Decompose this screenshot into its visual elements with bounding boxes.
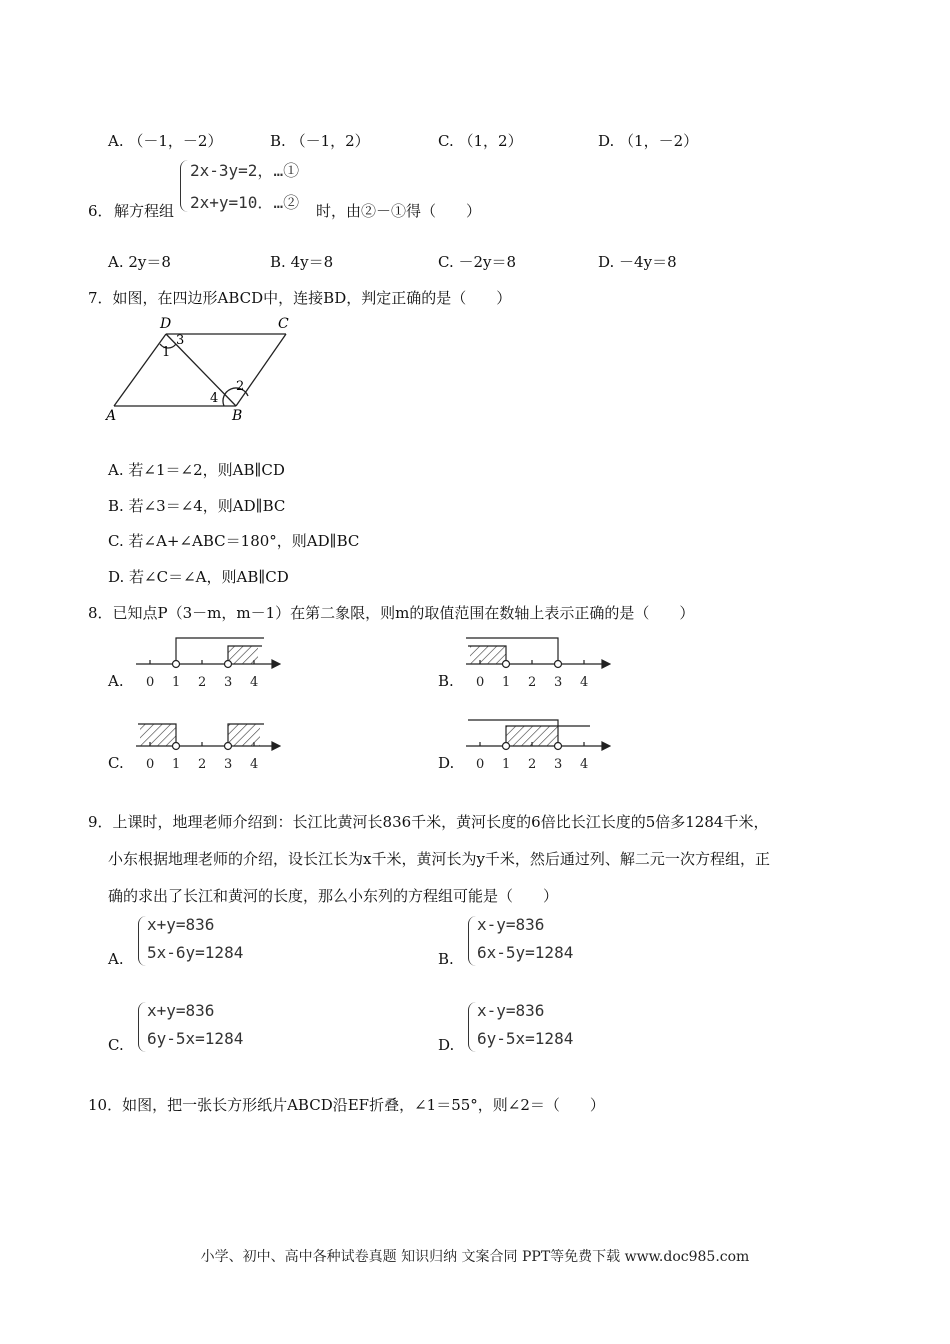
svg-text:4: 4	[250, 757, 259, 772]
angle-label-2: 2	[236, 379, 245, 394]
svg-text:0: 0	[146, 675, 155, 690]
side-cb	[236, 334, 286, 406]
q8-stem: 8．已知点P（3－m，m－1）在第二象限，则m的取值范围在数轴上表示正确的是（ ）	[88, 604, 695, 622]
q9-line-3: 确的求出了长江和黄河的长度，那么小东列的方程组可能是（ ）	[108, 887, 559, 905]
q6-option-c[interactable]: C. －2y＝8	[438, 253, 517, 271]
svg-text:1: 1	[502, 757, 511, 772]
page-footer: 小学、初中、高中各种试卷真题 知识归纳 文案合同 PPT等免费下载 www.doc985.com	[200, 1249, 750, 1265]
svg-text:1: 1	[172, 675, 181, 690]
angle-label-4: 4	[210, 391, 219, 406]
svg-text:3: 3	[554, 757, 563, 772]
q8-option-a-label[interactable]: A.	[108, 672, 124, 690]
q8-option-c-numberline[interactable]	[136, 716, 281, 772]
q9-option-a-eq2: 5x-6y=1284	[147, 943, 244, 962]
q9-option-a-brace	[138, 916, 147, 966]
q9-line-2: 小东根据地理老师的介绍，设长江长为x千米，黄河长为y千米，然后通过列、解二元一次方程组，正	[108, 850, 770, 868]
label-c: C	[278, 316, 289, 332]
q8-option-d-numberline[interactable]	[466, 716, 611, 772]
svg-text:3: 3	[554, 675, 563, 690]
q6-option-d[interactable]: D. －4y＝8	[598, 253, 677, 271]
q9-option-c-brace	[138, 1002, 147, 1052]
q7-option-b[interactable]: B. 若∠3＝∠4，则AD∥BC	[108, 497, 286, 515]
svg-text:4: 4	[580, 757, 589, 772]
q5-option-c[interactable]: C. （1，2）	[438, 132, 523, 150]
svg-text:2: 2	[528, 675, 537, 690]
q9-option-c-eq2: 6y-5x=1284	[147, 1029, 244, 1048]
svg-text:2: 2	[528, 757, 537, 772]
q6-eq2: 2x+y=10．…②	[190, 193, 300, 212]
q9-option-b-brace	[468, 916, 477, 966]
q9-option-a-label[interactable]: A.	[108, 950, 124, 968]
q6-option-a[interactable]: A. 2y＝8	[108, 253, 171, 271]
q8-option-d-label[interactable]: D.	[438, 754, 455, 772]
q8-option-b-label[interactable]: B.	[438, 672, 454, 690]
svg-text:1: 1	[502, 675, 511, 690]
svg-text:3: 3	[224, 757, 233, 772]
q8-option-b-numberline[interactable]	[466, 634, 611, 690]
q9-option-b-eq2: 6x-5y=1284	[477, 943, 574, 962]
q9-option-c-eq1: x+y=836	[147, 1001, 215, 1020]
label-b: B	[232, 408, 243, 424]
q7-quadrilateral-figure	[100, 312, 300, 427]
svg-text:0: 0	[476, 675, 485, 690]
q6-eq1: 2x-3y=2，…①	[190, 161, 300, 180]
q6-stem-before: 解方程组	[114, 202, 175, 220]
q9-line-1: 9．上课时，地理老师介绍到：长江比黄河长836千米，黄河长度的6倍比长江长度的5倍多1284千米，	[88, 813, 769, 831]
q6-number: 6．	[88, 202, 113, 220]
q7-option-c[interactable]: C. 若∠A+∠ABC＝180°，则AD∥BC	[108, 532, 360, 550]
q9-option-c-label[interactable]: C.	[108, 1036, 124, 1054]
angle-label-1: 1	[162, 345, 171, 360]
svg-text:4: 4	[250, 675, 259, 690]
q10-stem: 10．如图，把一张长方形纸片ABCD沿EF折叠，∠1＝55°，则∠2＝（ ）	[88, 1096, 605, 1114]
angle-label-3: 3	[176, 333, 185, 348]
svg-text:0: 0	[476, 757, 485, 772]
svg-text:4: 4	[580, 675, 589, 690]
q9-option-a-eq1: x+y=836	[147, 915, 215, 934]
q6-option-b[interactable]: B. 4y＝8	[270, 253, 334, 271]
svg-text:2: 2	[198, 757, 207, 772]
q5-option-a[interactable]: A. （－1，－2）	[108, 132, 223, 150]
label-d: D	[160, 316, 172, 332]
q9-option-b-eq1: x-y=836	[477, 915, 545, 934]
q8-option-a-numberline[interactable]	[136, 634, 281, 690]
q5-option-b[interactable]: B. （－1，2）	[270, 132, 370, 150]
q9-option-d-eq2: 6y-5x=1284	[477, 1029, 574, 1048]
q7-option-d[interactable]: D. 若∠C＝∠A，则AB∥CD	[108, 568, 289, 586]
q8-option-c-label[interactable]: C.	[108, 754, 124, 772]
label-a: A	[106, 408, 117, 424]
q6-brace	[180, 160, 189, 212]
q7-option-a[interactable]: A. 若∠1＝∠2，则AB∥CD	[108, 461, 285, 479]
svg-text:1: 1	[172, 757, 181, 772]
q9-option-d-eq1: x-y=836	[477, 1001, 545, 1020]
q7-stem: 7．如图，在四边形ABCD中，连接BD，判定正确的是（ ）	[88, 289, 512, 307]
q9-option-b-label[interactable]: B.	[438, 950, 454, 968]
side-ad	[114, 334, 166, 406]
q9-option-d-brace	[468, 1002, 477, 1052]
svg-text:0: 0	[146, 757, 155, 772]
q9-option-d-label[interactable]: D.	[438, 1036, 455, 1054]
svg-text:3: 3	[224, 675, 233, 690]
svg-text:2: 2	[198, 675, 207, 690]
q6-stem-after: 时，由②－①得（ ）	[316, 202, 482, 220]
q5-option-d[interactable]: D. （1，－2）	[598, 132, 699, 150]
